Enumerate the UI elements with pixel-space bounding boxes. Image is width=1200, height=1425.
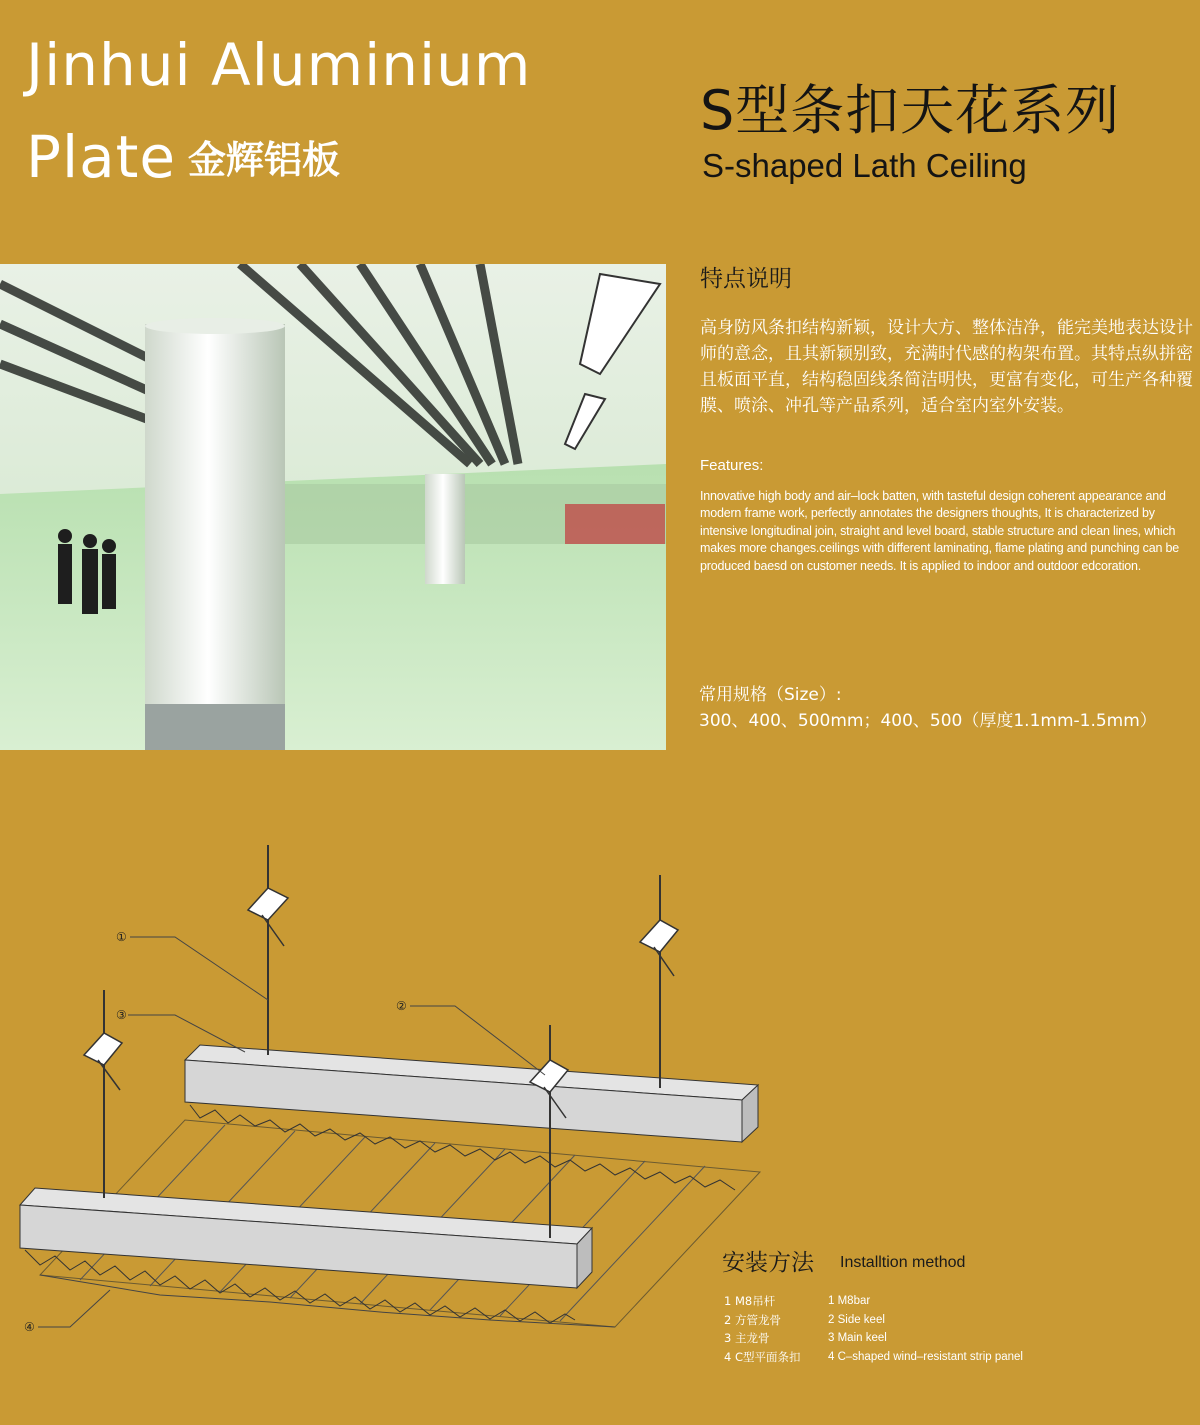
callout-3: ③ bbox=[116, 1008, 127, 1022]
legend-en-item: 3 Main keel bbox=[828, 1332, 887, 1344]
size-values: 300、400、500mm；400、500（厚度1.1mm-1.5mm） bbox=[699, 711, 1157, 731]
features-text-en: Innovative high body and air–lock batten, with tasteful design coherent appearance and modern frame work, perfectly annotates the designers thoughts, It is characterized by intensive longitudinal join, straight and level board, stable structure and clean lines, which makes more changes.ceilings with different laminating, flame plating and punching can be produced baesd on customer needs. It is applied to indoor and outdoor edcoration. bbox=[700, 489, 1179, 573]
installation-diagram bbox=[0, 820, 780, 1360]
size-heading: 常用规格（Size）: bbox=[699, 685, 842, 705]
legend-cn-item: 1 M8吊杆 bbox=[724, 1294, 776, 1308]
product-title-cn: S型条扣天花系列 bbox=[700, 79, 1121, 142]
install-heading-cn: 安装方法 bbox=[722, 1250, 814, 1276]
features-heading-en: Features: bbox=[700, 457, 764, 474]
legend-cn-item: 4 C型平面条扣 bbox=[724, 1349, 801, 1364]
legend-en-item: 2 Side keel bbox=[828, 1313, 885, 1326]
brand-name-en-line2: Plate bbox=[26, 123, 177, 191]
brand-name-cn: 金辉铝板 bbox=[188, 138, 341, 182]
callout-1: ① bbox=[116, 930, 127, 944]
legend-en-item: 1 M8bar bbox=[828, 1295, 871, 1307]
features-heading-cn: 特点说明 bbox=[700, 266, 792, 292]
product-title-en: S-shaped Lath Ceiling bbox=[702, 147, 1027, 184]
install-legend-cn bbox=[724, 1292, 801, 1366]
legend-cn-item: 2 方管龙骨 bbox=[724, 1312, 781, 1327]
legend-en-item: 4 C–shaped wind–resistant strip panel bbox=[828, 1350, 1023, 1363]
features-text-cn: 高身防风条扣结构新颖，设计大方、整体洁净，能完美地表达设计师的意念，且其新颖别致，充满时代感的构架布置。其特点纵拼密且板面平直，结构稳固线条简洁明快，更富有变化，可生产各种覆膜、喷涂、冲孔等产品系列，适合室内室外安装。 bbox=[700, 318, 1193, 416]
install-legend-en bbox=[828, 1292, 1023, 1366]
legend-cn-item: 3 主龙骨 bbox=[724, 1331, 770, 1345]
main-keel-back bbox=[185, 1045, 758, 1190]
main-keel-front bbox=[20, 1188, 592, 1323]
callout-2: ② bbox=[396, 999, 407, 1013]
brand-name-en: Jinhui Aluminium bbox=[26, 31, 532, 99]
callout-4: ④ bbox=[24, 1320, 35, 1334]
install-heading-en: Installtion method bbox=[840, 1254, 966, 1271]
ceiling-installation-photo bbox=[0, 264, 666, 750]
